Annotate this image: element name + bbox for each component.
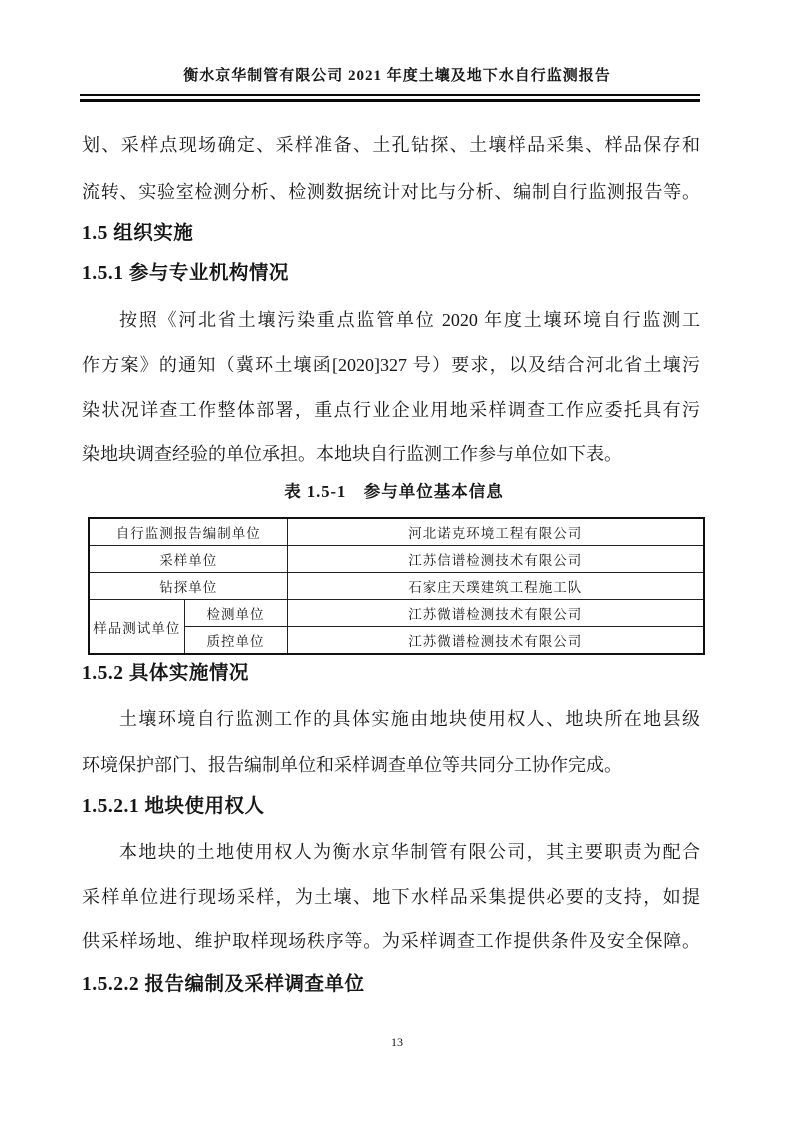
paragraph-line: 染地块调查经验的单位承担。本地块自行监测工作参与单位如下表。	[82, 444, 622, 464]
table-row-value: 河北诺克环境工程有限公司	[287, 518, 704, 546]
section-heading-1-5-2-2: 1.5.2.2 报告编制及采样调查单位	[82, 974, 365, 995]
table-row-label: 检测单位	[184, 600, 287, 627]
paragraph-line: 土壤环境自行监测工作的具体实施由地块使用权人、地块所在地县级	[119, 709, 700, 729]
table-row	[89, 546, 704, 573]
section-heading-1-5-2: 1.5.2 具体实施情况	[82, 663, 249, 684]
table-row-value: 江苏微谱检测技术有限公司	[287, 600, 704, 627]
page-number: 13	[391, 1035, 403, 1049]
table-caption: 表 1.5-1 参与单位基本信息	[284, 482, 504, 501]
header-rule	[80, 94, 700, 102]
table-row	[89, 600, 704, 627]
paragraph-line: 划、采样点现场确定、采样准备、土孔钻探、土壤样品采集、样品保存和	[82, 135, 700, 155]
table-row-label: 质控单位	[184, 627, 287, 655]
page-header-title: 衡水京华制管有限公司 2021 年度土壤及地下水自行监测报告	[183, 68, 611, 84]
table-row-label: 钻探单位	[89, 573, 287, 600]
table-row-label: 采样单位	[89, 546, 287, 573]
table-group-label: 样品测试单位	[89, 600, 184, 655]
paragraph-line: 供采样场地、维护取样现场秩序等。为采样调查工作提供条件及安全保障。	[82, 931, 700, 951]
paragraph-line: 作方案》的通知（冀环土壤函[2020]327 号）要求，以及结合河北省土壤污	[82, 355, 700, 375]
section-heading-1-5: 1.5 组织实施	[82, 223, 194, 244]
paragraph-line: 本地块的土地使用权人为衡水京华制管有限公司，其主要职责为配合	[119, 842, 700, 862]
table-row	[89, 518, 704, 546]
participants-table	[88, 517, 705, 655]
table-row-value: 石家庄天璞建筑工程施工队	[287, 573, 704, 600]
table-row-label: 自行监测报告编制单位	[89, 518, 287, 546]
paragraph-line: 染状况详查工作整体部署，重点行业企业用地采样调查工作应委托具有污	[82, 400, 700, 420]
section-heading-1-5-2-1: 1.5.2.1 地块使用权人	[82, 796, 265, 817]
paragraph-line: 按照《河北省土壤污染重点监管单位 2020 年度土壤环境自行监测工	[119, 310, 700, 330]
paragraph-line: 流转、实验室检测分析、检测数据统计对比与分析、编制自行监测报告等。	[82, 182, 700, 202]
section-heading-1-5-1: 1.5.1 参与专业机构情况	[82, 263, 289, 284]
paragraph-line: 环境保护部门、报告编制单位和采样调查单位等共同分工协作完成。	[82, 755, 622, 775]
table-row	[89, 573, 704, 600]
paragraph-line: 采样单位进行现场采样，为土壤、地下水样品采集提供必要的支持，如提	[82, 887, 700, 907]
table-row-value: 江苏微谱检测技术有限公司	[287, 627, 704, 655]
table-row-value: 江苏信谱检测技术有限公司	[287, 546, 704, 573]
